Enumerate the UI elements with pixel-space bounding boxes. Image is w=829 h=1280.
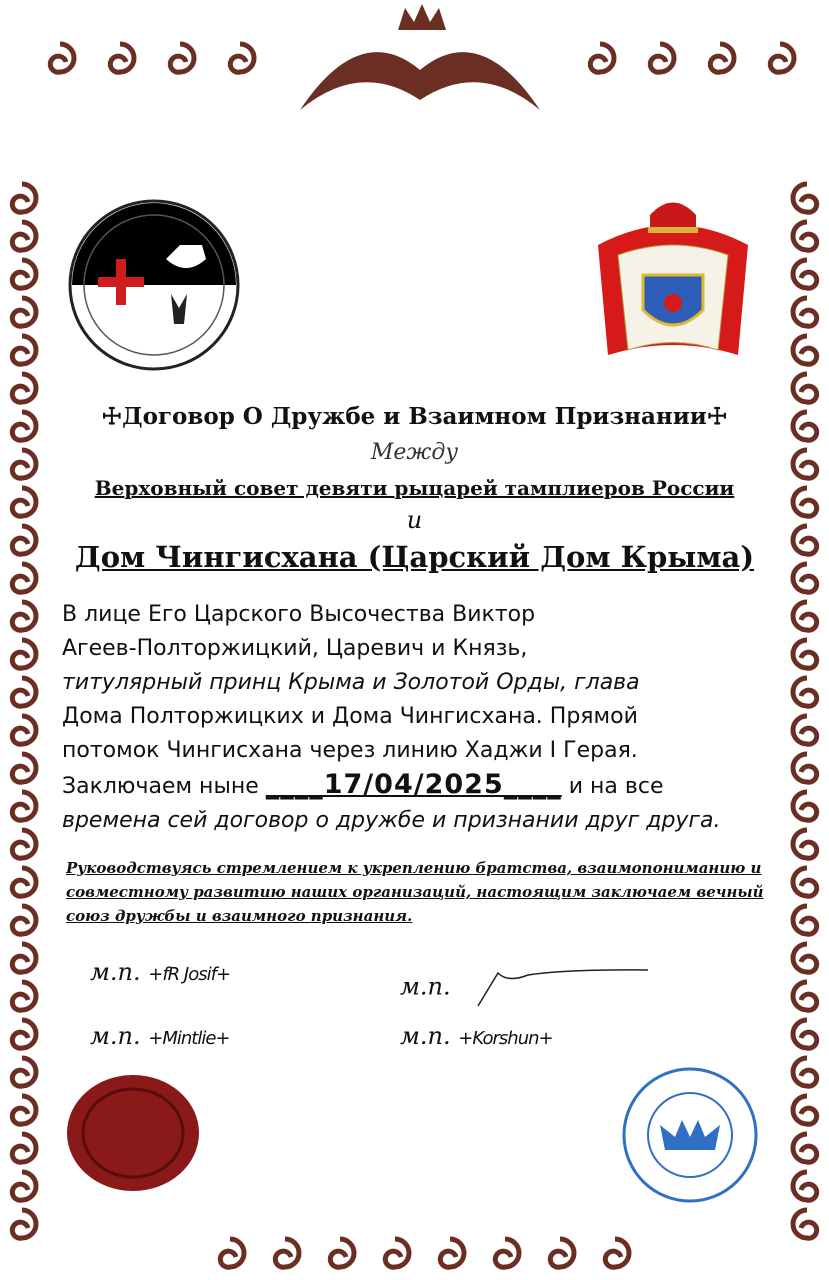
scroll-ornament (12, 944, 36, 972)
body-line (62, 768, 782, 804)
scroll-ornament (793, 1172, 817, 1200)
scroll-ornament (793, 602, 817, 630)
scroll-ornament (793, 1210, 817, 1238)
scroll-ornament (12, 1020, 36, 1048)
body-line: Дома Полторжицких и Дома Чингисхана. Прямой (62, 704, 638, 729)
scroll-ornament (605, 1239, 629, 1267)
body-line: Агеев-Полторжицкий, Царевич и Князь, (62, 636, 528, 661)
party-one: Верховный совет девяти рыцарей тамплиеров России (94, 476, 735, 500)
document-title: ☩Договор О Дружбе и Взаимном Признании☩ (101, 403, 728, 430)
crown-icon (660, 1120, 720, 1150)
scroll-ornament (440, 1239, 464, 1267)
scroll-ornament (12, 184, 36, 212)
scroll-ornament (793, 298, 817, 326)
scroll-ornament (12, 260, 36, 288)
scroll-ornament (710, 44, 734, 72)
scroll-ornament (12, 1058, 36, 1086)
scroll-ornament (590, 44, 614, 72)
scroll-ornament (793, 906, 817, 934)
body-line: потомок Чингисхана через линию Хаджи I Герая. (62, 738, 638, 763)
signature-name: +Korshun+ (458, 1028, 553, 1049)
scroll-ornament (12, 1134, 36, 1162)
treaty-body (62, 598, 782, 838)
scroll-ornament (793, 678, 817, 706)
scroll-ornament (793, 1020, 817, 1048)
scroll-ornament (12, 1210, 36, 1238)
scroll-ornament (550, 1239, 574, 1267)
scroll-ornament (170, 44, 194, 72)
scroll-ornament (793, 792, 817, 820)
body-line: времена сей договор о дружбе и признании друг друга. (62, 808, 721, 833)
scroll-ornament (330, 1239, 354, 1267)
scroll-ornament (12, 336, 36, 364)
scroll-ornament (12, 716, 36, 744)
scroll-ornament (793, 944, 817, 972)
scroll-ornament (12, 868, 36, 896)
scroll-ornament (495, 1239, 519, 1267)
scroll-ornament (12, 640, 36, 668)
scroll-ornament (220, 1239, 244, 1267)
scroll-ornament (12, 1096, 36, 1124)
crown-ornament (300, 4, 540, 110)
scroll-ornament (12, 830, 36, 858)
house-stamp (620, 1065, 760, 1205)
scroll-ornament (12, 602, 36, 630)
scroll-ornament (12, 982, 36, 1010)
scroll-ornament (793, 830, 817, 858)
scroll-ornament (770, 44, 794, 72)
scroll-ornament (793, 260, 817, 288)
scroll-ornament (12, 222, 36, 250)
between-label: Между (370, 440, 459, 465)
conclude-label: Заключаем ныне (62, 774, 259, 799)
scroll-ornament (793, 982, 817, 1010)
scroll-ornament (793, 1096, 817, 1124)
scroll-ornament (12, 754, 36, 782)
scroll-ornament (110, 44, 134, 72)
scroll-ornament (793, 184, 817, 212)
treaty-note: Руководствуясь стремлением к укреплению братства, взаимопониманию и совместному развитию наших организаций, настоящим заключаем вечный союз дружбы и взаимного признания. (66, 859, 764, 925)
body-line: титулярный принц Крыма и Золотой Орды, глава (62, 670, 640, 695)
scroll-ornament (793, 716, 817, 744)
scroll-ornament (12, 792, 36, 820)
signature-3: м.п. +Mintlie+ (90, 1022, 230, 1050)
scroll-ornament (793, 754, 817, 782)
scroll-ornament (793, 336, 817, 364)
scroll-ornament (793, 222, 817, 250)
signature-1: м.п. +fR Josif+ (90, 958, 231, 986)
scroll-ornament (12, 564, 36, 592)
scroll-ornament (793, 374, 817, 402)
coat-of-arms (588, 185, 758, 365)
handwritten-signature (458, 968, 658, 1008)
scroll-ornament (793, 1134, 817, 1162)
signature-name: +fR Josif+ (148, 964, 231, 985)
and-label: и (406, 506, 423, 534)
body-line: В лице Его Царского Высочества Виктор (62, 602, 536, 627)
wax-seal (64, 1072, 202, 1194)
scroll-ornament (230, 44, 254, 72)
scroll-ornament (793, 564, 817, 592)
treaty-date: ____17/04/2025____ (265, 769, 562, 800)
scroll-ornament (793, 1058, 817, 1086)
signature-name: +Mintlie+ (148, 1028, 230, 1049)
conclude-tail: и на все (568, 774, 664, 799)
scroll-ornament (12, 1172, 36, 1200)
signature-2: м.п. (400, 968, 658, 1008)
scroll-ornament (385, 1239, 409, 1267)
templar-logo (66, 199, 242, 371)
scroll-ornament (12, 678, 36, 706)
scroll-ornament (275, 1239, 299, 1267)
scroll-ornament (12, 298, 36, 326)
scroll-ornament (793, 868, 817, 896)
party-two: Дом Чингисхана (Царский Дом Крыма) (74, 540, 755, 574)
scroll-ornament (12, 906, 36, 934)
scroll-ornament (50, 44, 74, 72)
scroll-ornament (793, 640, 817, 668)
signature-4: м.п. +Korshun+ (400, 1022, 553, 1050)
scroll-ornament (12, 374, 36, 402)
scroll-ornament (650, 44, 674, 72)
